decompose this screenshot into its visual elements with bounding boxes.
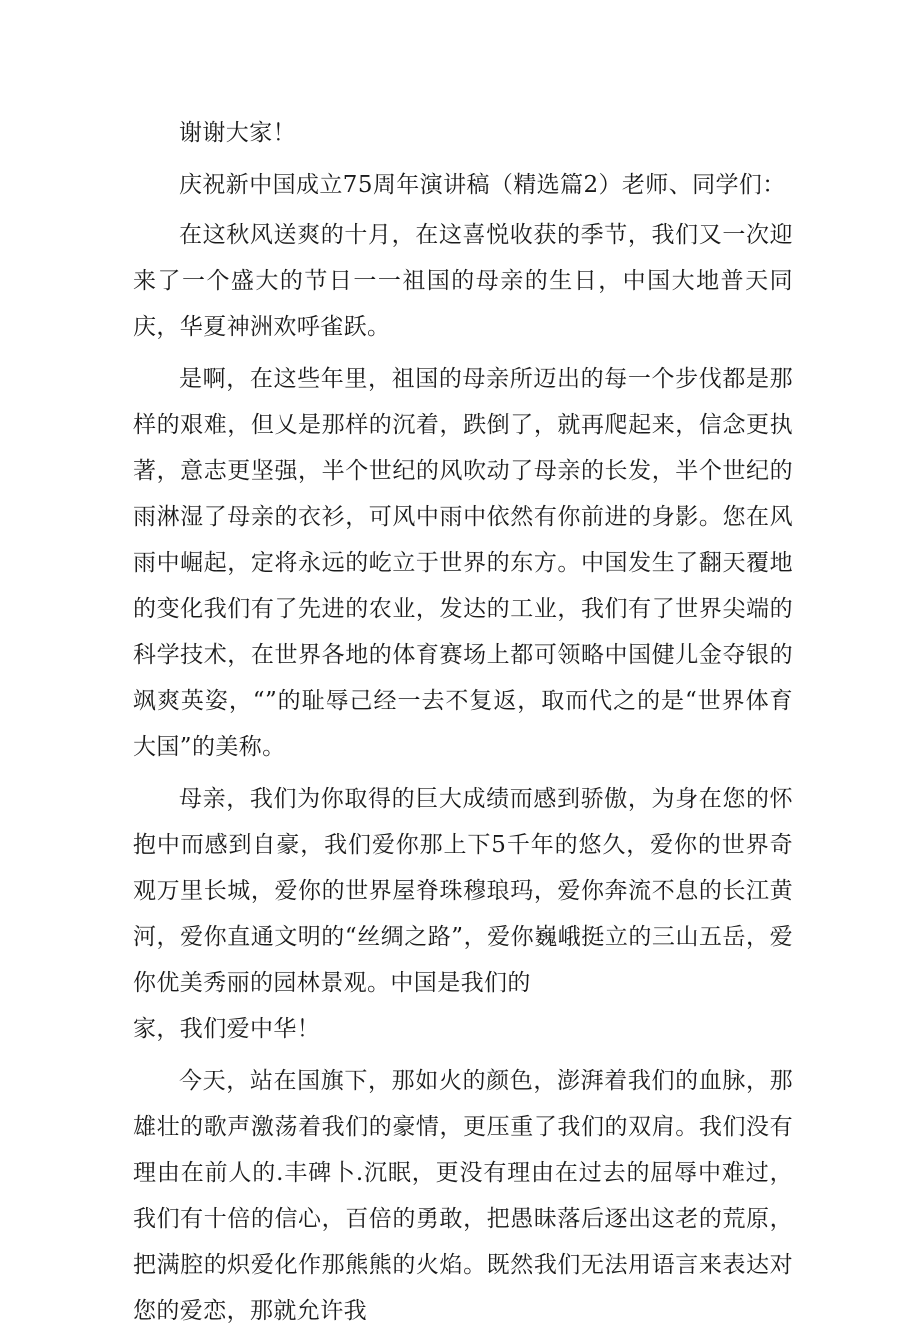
document-page	[133, 110, 793, 1334]
paragraph-thanks: 谢谢大家！	[179, 120, 296, 146]
paragraph-flag: 今天，站在国旗下，那如火的颜色，澎湃着我们的血脉，那雄壮的歌声激荡着我们的豪情，更压重了我们的双肩。我们没有理由在前人的.丰碑卜.沉眠，更没有理由在过去的屈辱中难过，我们有十倍的信心，百倍的勇敢，把愚昧落后逐出这老的荒原，把满腔的炽爱化作那熊熊的火焰。既然我们无法用语言来表达对您的爱恋，那就允许我	[133, 1068, 793, 1324]
paragraph-mother: 母亲，我们为你取得的巨大成绩而感到骄傲，为身在您的怀抱中而感到自豪，我们爱你那上下5千年的悠久，爱你的世界奇观万里长城，爱你的世界屋脊珠穆琅玛，爱你奔流不息的长江黄河，爱你直通文明的“丝绸之路”，爱你巍峨挺立的三山五岳，爱你优美秀丽的园林景观。中国是我们的	[133, 786, 793, 996]
paragraph-footsteps: 是啊，在这些年里，祖国的母亲所迈出的每一个步伐都是那样的艰难，但乂是那样的沉着，跌倒了，就再爬起来，信念更执著，意志更坚强，半个世纪的风吹动了母亲的长发，半个世纪的雨淋湿了母亲的衣衫，可风中雨中依然有你前进的身影。您在风雨中崛起，定将永远的屹立于世界的东方。中国发生了翻天覆地的变化我们有了先进的农业，发达的工业，我们有了世界尖端的科学技术，在世界各地的体育赛场上都可领略中国健儿金夺银的飒爽英姿，“”的耻辱己经一去不复返，取而代之的是“世界体育大国”的美称。	[133, 366, 793, 760]
paragraph-heading: 庆祝新中国成立75周年演讲稿（精选篇2）老师、同学们：	[179, 172, 786, 198]
paragraph-autumn: 在这秋风送爽的十月，在这喜悦收获的季节，我们又一次迎来了一个盛大的节日一一祖国的母亲的生日，中国大地普天同庆，华夏神洲欢呼雀跃。	[133, 222, 793, 340]
paragraph-home: 家，我们爱中华！	[133, 1016, 321, 1042]
